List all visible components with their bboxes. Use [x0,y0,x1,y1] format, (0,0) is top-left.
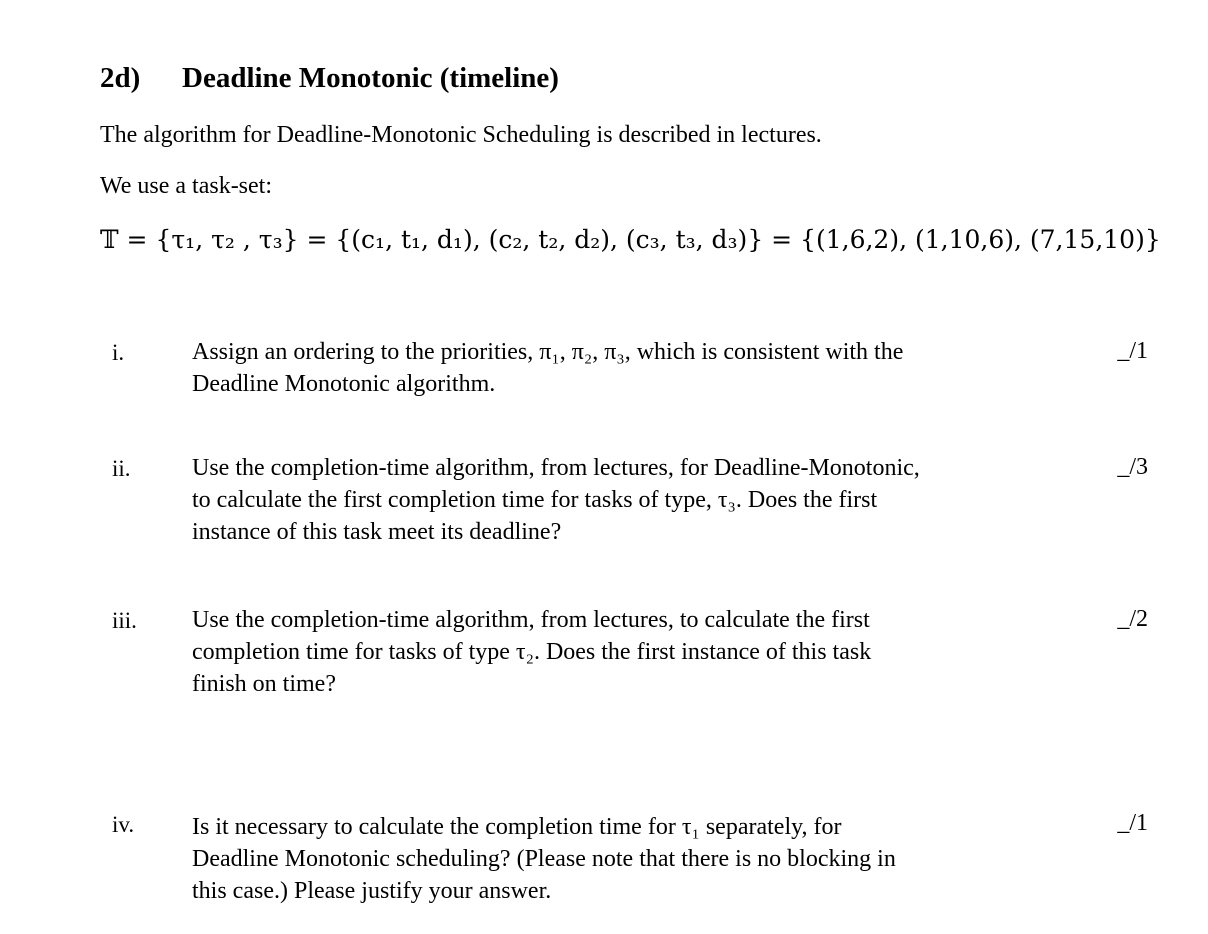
question-2-line-2: to calculate the first completion time for tasks of type, τ₃. Does the first [192,487,878,513]
question-1-number: i. [112,340,125,365]
section-heading [100,62,559,95]
taskset-formula: 𝕋 = {τ₁, τ₂ , τ₃} = {(c₁, t₁, d₁), (c₂, t₂, d₂), (c₃, t₃, d₃)} = {(1,6,2), (1,10,6), (7,15,10)} [100,225,1161,254]
question-3-line-2: completion time for tasks of type τ₂. Does the first instance of this task [192,639,872,665]
question-1-line-1: Assign an ordering to the priorities, π₁, π₂, π₃, which is consistent with the [192,339,904,365]
question-2-marks: _/3 [1117,454,1148,480]
question-3-line-1: Use the completion-time algorithm, from lectures, to calculate the first [192,607,870,633]
section-title: Deadline Monotonic (timeline) [182,62,559,94]
question-2-number: ii. [112,456,131,481]
question-1-line-2: Deadline Monotonic algorithm. [192,371,496,397]
section-number: 2d) [100,62,141,94]
question-2-line-1: Use the completion-time algorithm, from lectures, for Deadline-Monotonic, [192,455,920,481]
intro-line-1: The algorithm for Deadline-Monotonic Scheduling is described in lectures. [100,122,822,148]
question-4-line-1: Is it necessary to calculate the completion time for τ₁ separately, for [192,814,842,840]
question-3-text [192,604,871,700]
intro-line-2: We use a task-set: [100,173,273,199]
question-1-marks: _/1 [1117,338,1148,364]
question-2-text [192,452,920,548]
question-4-line-3: this case.) Please justify your answer. [192,878,552,904]
question-2-line-3: instance of this task meet its deadline? [192,519,562,545]
question-4-number: iv. [112,812,135,837]
question-3-line-3: finish on time? [192,671,336,697]
question-4-marks: _/1 [1117,810,1148,836]
question-1-text [192,336,903,400]
question-3-marks: _/2 [1117,606,1148,632]
question-4-text [192,811,896,907]
question-3-number: iii. [112,608,137,633]
question-4-line-2: Deadline Monotonic scheduling? (Please note that there is no blocking in [192,846,896,872]
